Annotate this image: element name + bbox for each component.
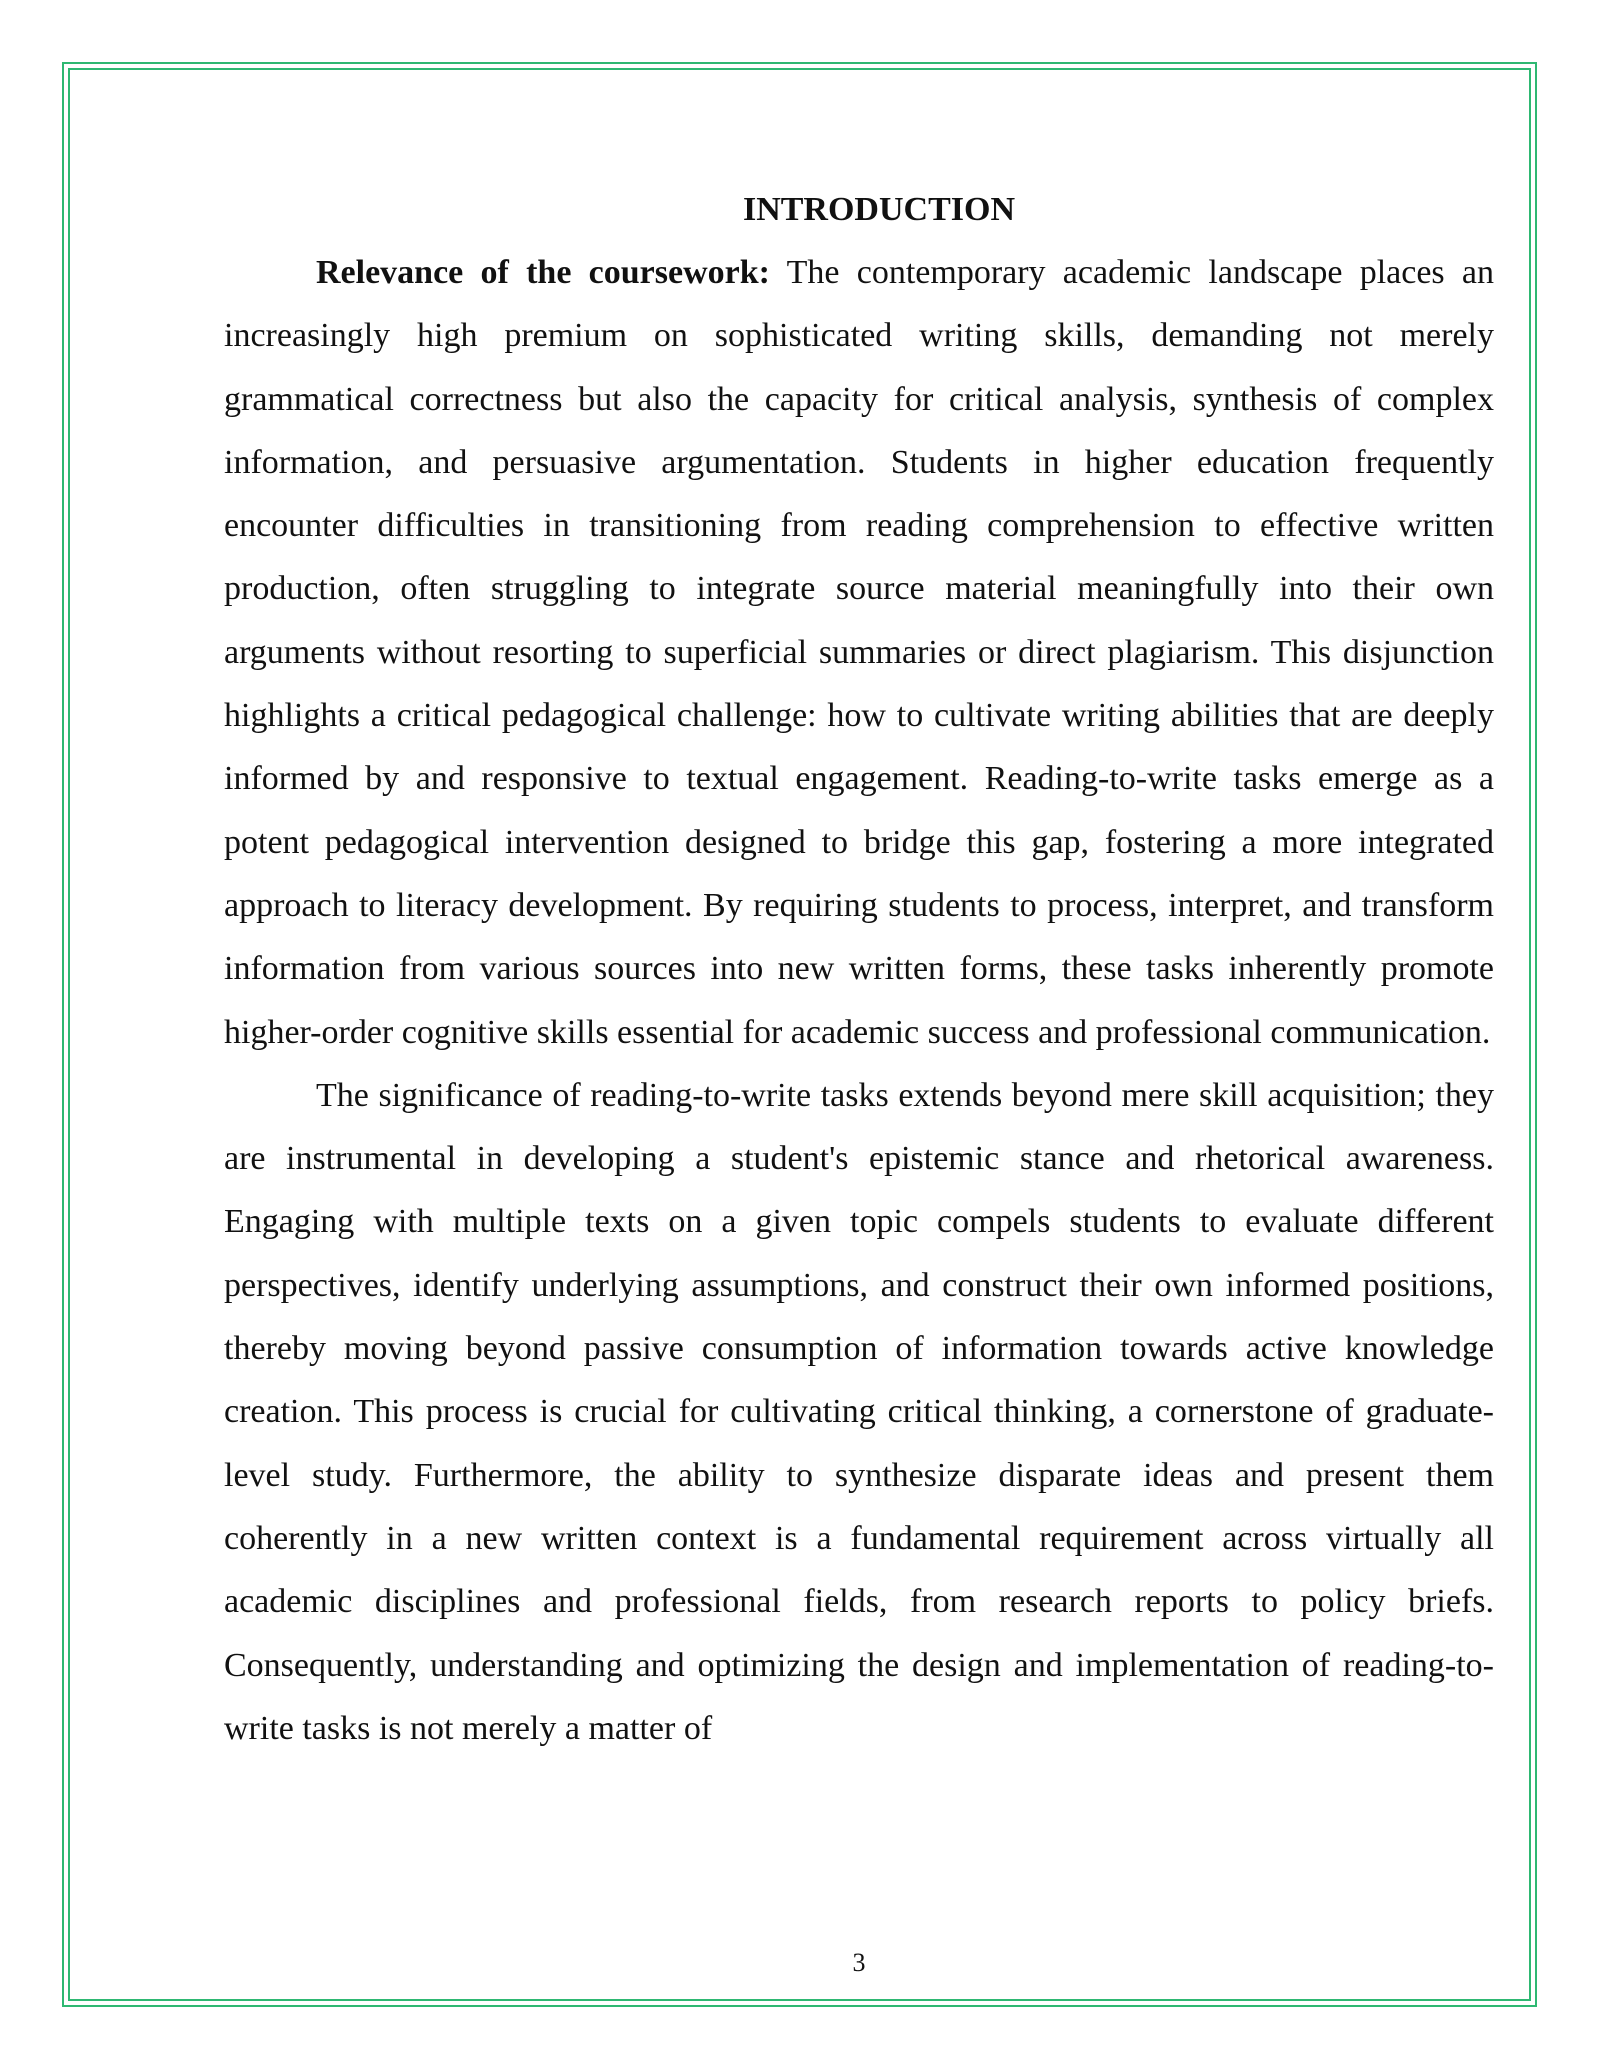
paragraph-significance: The significance of reading-to-write tasks extends beyond mere skill acquisition; they are instrumental in developing a student's epistemic stance and rhetorical awareness. Engaging with multiple texts on a given topic compels students to evaluate different perspectives, identify underlying assumptions, and construct their own informed positions, thereby moving beyond passive consumption of information towards active knowledge creation. This process is crucial for cultivating critical thinking, a cornerstone of graduate-level study. Furthermore, the ability to synthesize disparate ideas and present them coherently in a new written context is a fundamental requirement across virtually all academic disciplines and professional fields, from research reports to policy briefs. Consequently, understanding and optimizing the design and implementation of reading-to-write tasks is not merely a matter of: [224, 1076, 1494, 1747]
paragraph-lead: Relevance of the coursework:: [316, 254, 770, 291]
paragraph-relevance: [224, 241, 1494, 1064]
document-body: [224, 178, 1494, 1760]
section-heading: INTRODUCTION: [742, 191, 1016, 228]
page-number: 3: [852, 1948, 866, 1977]
paragraph-relevance-text: The contemporary academic landscape places an increasingly high premium on sophisticated writing skills, demanding not merely grammatical correctness but also the capacity for critical analysis, synthesis of complex information, and persuasive argumentation. Students in higher education frequently encounter difficulties in transitioning from reading comprehension to effective written production, often struggling to integrate source material meaningfully into their own arguments without resorting to superficial summaries or direct plagiarism. This disjunction highlights a critical pedagogical challenge: how to cultivate writing abilities that are deeply informed by and responsive to textual engagement. Reading-to-write tasks emerge as a potent pedagogical intervention designed to bridge this gap, fostering a more integrated approach to literacy development. By requiring students to process, interpret, and transform information from various sources into new written forms, these tasks inherently promote higher-order cognitive skills essential for academic success and professional communication.: [224, 254, 1494, 1051]
